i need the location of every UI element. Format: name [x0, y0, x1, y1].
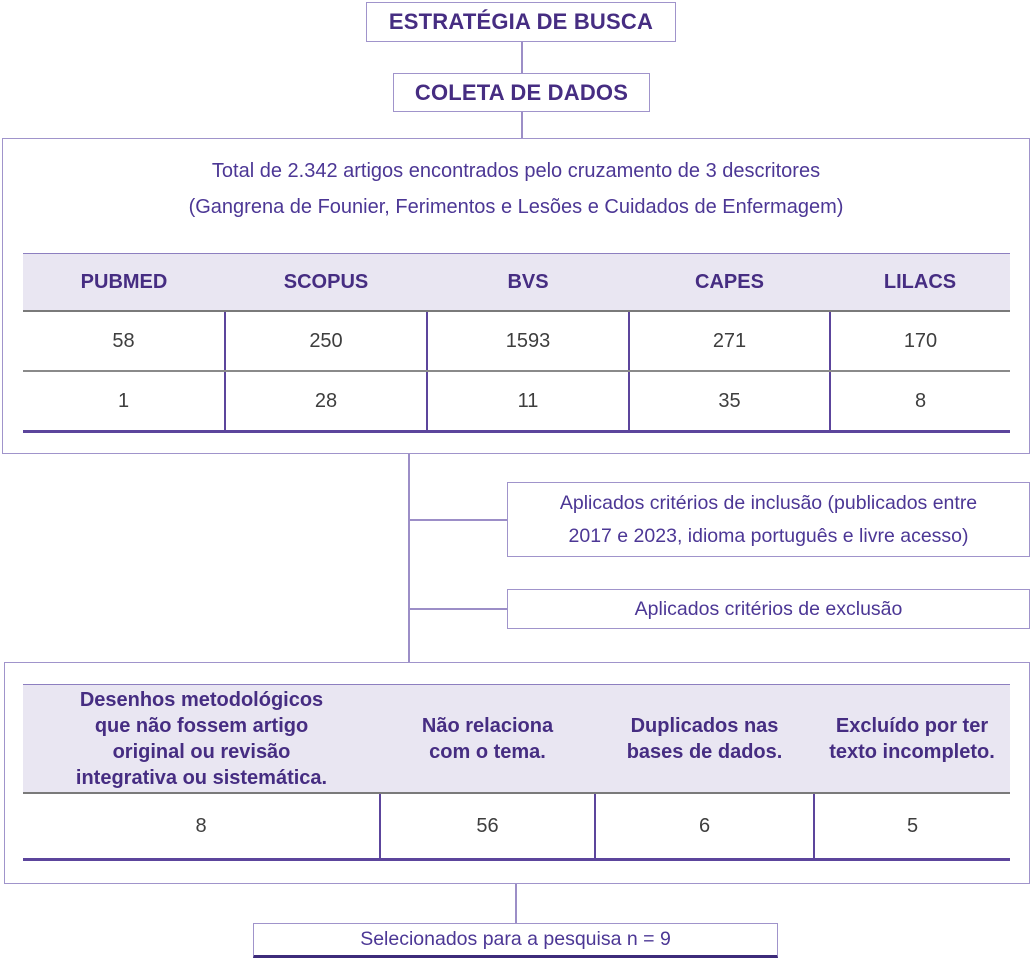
connector-branch-line [410, 519, 507, 521]
table-cell: 1593 [427, 311, 629, 371]
connector-line [408, 454, 410, 662]
column-header-unrelated: Não relaciona com o tema. [380, 685, 595, 794]
table-row [23, 371, 1010, 432]
column-header-duplicates: Duplicados nas bases de dados. [595, 685, 814, 794]
databases-table [23, 253, 1010, 433]
connector-branch-line [410, 608, 507, 610]
table-cell: 8 [23, 793, 380, 860]
table-cell: 5 [814, 793, 1010, 860]
column-header-lilacs: LILACS [830, 254, 1010, 312]
column-header-pubmed: PUBMED [23, 254, 225, 312]
table-cell: 170 [830, 311, 1010, 371]
results-summary-box [2, 138, 1030, 454]
strategy-title-box: ESTRATÉGIA DE BUSCA [366, 2, 676, 42]
table-cell: 250 [225, 311, 427, 371]
table-cell: 6 [595, 793, 814, 860]
column-header-capes: CAPES [629, 254, 830, 312]
table-cell: 58 [23, 311, 225, 371]
exclusion-reasons-box [4, 662, 1030, 884]
connector-line [521, 112, 523, 138]
connector-line [515, 884, 517, 923]
table-cell: 35 [629, 371, 830, 432]
selected-for-research-box: Selecionados para a pesquisa n = 9 [253, 923, 778, 958]
inclusion-criteria-box: Aplicados critérios de inclusão (publicados entre 2017 e 2023, idioma português e livre acesso) [507, 482, 1030, 557]
table-cell: 11 [427, 371, 629, 432]
exclusion-criteria-box: Aplicados critérios de exclusão [507, 589, 1030, 629]
table-cell: 56 [380, 793, 595, 860]
databases-header-row [23, 254, 1010, 312]
exclusion-header-row [23, 685, 1010, 794]
column-header-design: Desenhos metodológicos que não fossem artigo original ou revisão integrativa ou sistemática. [23, 685, 380, 794]
connector-line [521, 42, 523, 73]
table-cell: 1 [23, 371, 225, 432]
column-header-bvs: BVS [427, 254, 629, 312]
table-cell: 271 [629, 311, 830, 371]
column-header-scopus: SCOPUS [225, 254, 427, 312]
table-row [23, 793, 1010, 860]
data-collection-box: COLETA DE DADOS [393, 73, 650, 112]
exclusion-reasons-table [23, 684, 1010, 861]
table-cell: 28 [225, 371, 427, 432]
table-cell: 8 [830, 371, 1010, 432]
table-row [23, 311, 1010, 371]
column-header-incomplete: Excluído por ter texto incompleto. [814, 685, 1010, 794]
results-summary-text: Total de 2.342 artigos encontrados pelo cruzamento de 3 descritores (Gangrena de Founier, Ferimentos e Lesões e Cuidados de Enfermagem) [188, 160, 844, 218]
